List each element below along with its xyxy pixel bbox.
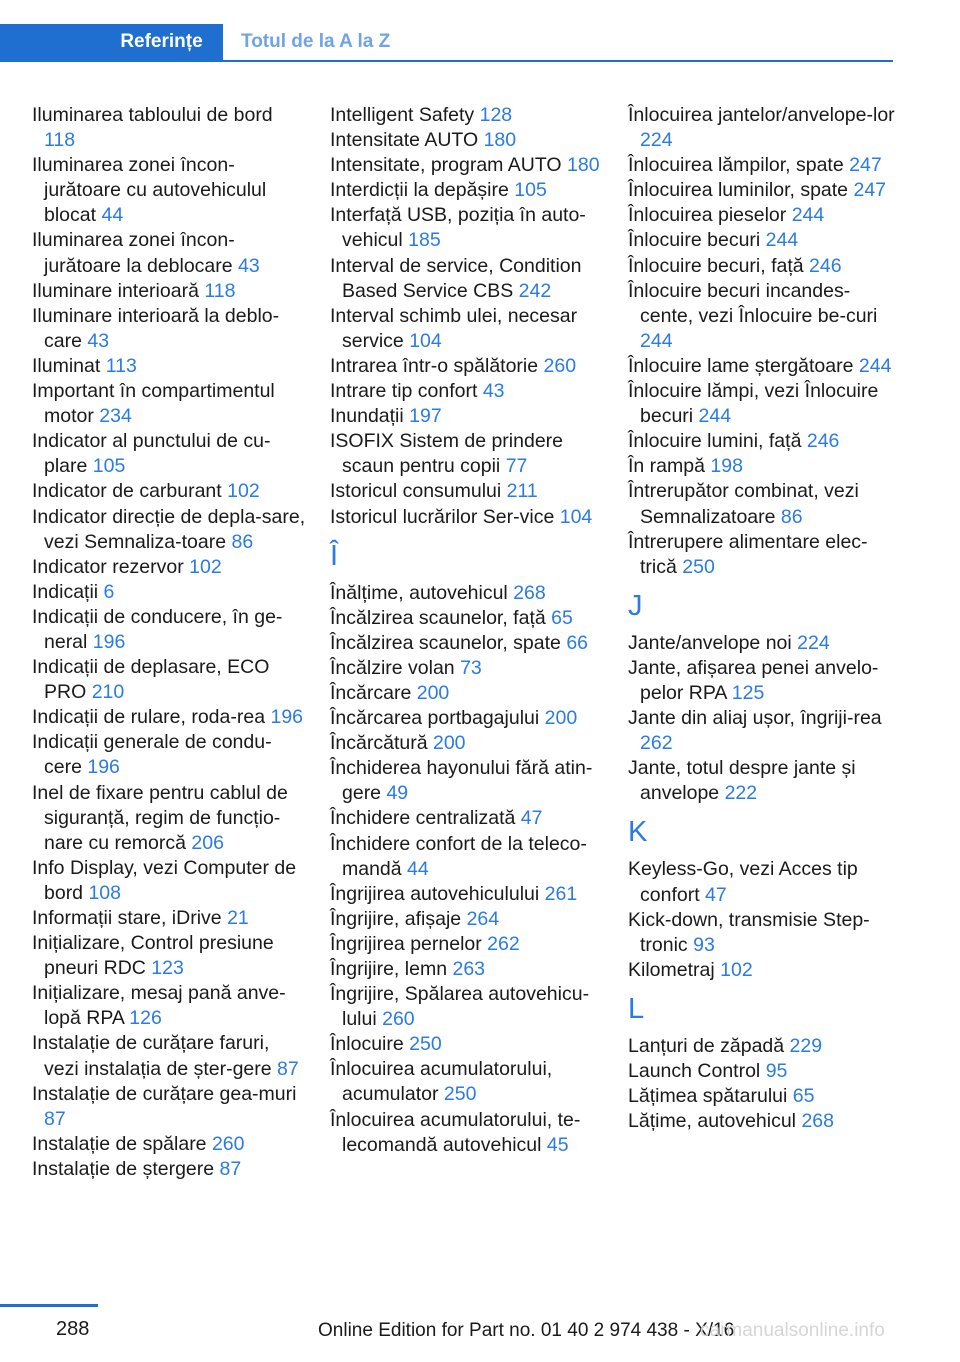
index-entry <box>628 153 898 178</box>
index-entry-term: Încărcarea portbagajului <box>330 707 540 730</box>
index-entry <box>330 1057 605 1107</box>
index-entry-page-link[interactable]: 224 <box>797 631 830 654</box>
index-entry-page-link[interactable]: 95 <box>765 1060 788 1082</box>
index-entry <box>628 1034 898 1059</box>
index-entry-page-link[interactable]: 65 <box>551 606 573 629</box>
index-entry-page-link[interactable]: 180 <box>483 129 517 152</box>
index-entry <box>32 429 307 479</box>
index-entry-term: Înlocuire lame ștergătoare <box>628 354 854 377</box>
index-entry-page-link[interactable]: 104 <box>559 505 593 528</box>
index-entry-page-link[interactable]: 77 <box>505 455 528 478</box>
index-entry-term: Indicator de carburant <box>32 480 222 503</box>
index-entry-term: Lanțuri de zăpadă <box>628 1034 785 1057</box>
index-entry <box>32 354 307 379</box>
index-entry <box>330 806 605 831</box>
index-entry-page-link[interactable]: 118 <box>204 279 236 302</box>
index-entry <box>628 1084 898 1109</box>
index-entry <box>628 908 898 958</box>
index-entry-page-link[interactable]: 244 <box>640 329 673 352</box>
index-entry-page-link[interactable]: 247 <box>853 179 887 202</box>
index-entry-page-link[interactable]: 123 <box>151 957 184 980</box>
index-entry-page-link[interactable]: 126 <box>129 1007 162 1030</box>
index-entry-term: Înlocuirea pieselor <box>628 204 787 227</box>
index-entry <box>628 656 898 706</box>
index-entry <box>628 228 898 253</box>
index-entry <box>330 203 605 253</box>
index-entry-page-link[interactable]: 262 <box>640 732 673 755</box>
index-entry <box>330 907 605 932</box>
index-entry <box>330 354 605 379</box>
index-entry-page-link[interactable]: 263 <box>452 958 486 980</box>
index-entry-page-link[interactable]: 250 <box>682 555 715 578</box>
index-entry-term: Indicator direcție de depla‐sare, vezi Semnaliza‐toare <box>32 505 306 553</box>
index-entry-term: Inundații <box>330 405 404 428</box>
index-entry-term: Înlocuire lumini, față <box>628 430 802 453</box>
index-entry <box>32 981 307 1031</box>
index-entry-page-link[interactable]: 44 <box>407 857 429 880</box>
index-entry-page-link[interactable]: 196 <box>270 706 304 729</box>
index-entry <box>330 656 605 681</box>
index-entry-page-link[interactable]: 250 <box>443 1083 477 1106</box>
index-entry-term: Înlocuirea jantelor/anvelope‐lor <box>628 104 895 126</box>
index-entry <box>32 103 307 153</box>
index-entry-term: Închiderea hayonului fără atin‐gere <box>330 757 593 805</box>
index-entry-term: Îngrijire, lemn <box>330 958 448 980</box>
index-entry <box>32 1157 307 1182</box>
index-entry-term: Întrerupere alimentare elec‐trică <box>628 530 868 578</box>
index-entry <box>330 178 605 203</box>
index-entry-page-link[interactable]: 102 <box>189 555 222 578</box>
index-entry <box>628 103 898 153</box>
index-entry-term: Indicații de rulare, roda‐rea <box>32 706 266 729</box>
index-entry <box>628 203 898 228</box>
watermark: carmanualsonline.info <box>700 1320 885 1341</box>
tab-totul-de-la-a-la-z[interactable]: Totul de la A la Z <box>241 31 391 52</box>
index-entry-term: Înlocuirea luminilor, spate <box>628 179 849 202</box>
index-entry-term: Încălzirea scaunelor, spate <box>330 631 561 654</box>
index-entry <box>628 706 898 756</box>
index-entry-page-link[interactable]: 264 <box>466 907 500 930</box>
index-entry-term: Indicator rezervor <box>32 555 184 578</box>
index-entry <box>628 354 898 379</box>
index-entry-term: Jante din aliaj ușor, îngriji‐rea <box>628 707 882 730</box>
index-entry <box>32 1031 307 1081</box>
index-entry <box>32 1082 307 1132</box>
index-entry-page-link[interactable]: 244 <box>858 354 892 377</box>
index-entry-page-link[interactable]: 87 <box>44 1107 66 1130</box>
index-entry <box>330 631 605 656</box>
index-entry <box>32 730 307 780</box>
index-entry-term: Îngrijirea pernelor <box>330 932 482 955</box>
index-entry-term: Interval schimb ulei, necesar service <box>330 304 578 352</box>
index-entry-term: Lățime, autovehicul <box>628 1110 797 1133</box>
index-entry-page-link[interactable]: 108 <box>88 881 121 904</box>
index-entry-page-link[interactable]: 44 <box>101 204 124 227</box>
index-entry <box>32 655 307 705</box>
index-entry <box>32 479 307 504</box>
header-rule <box>0 60 893 62</box>
index-entry <box>32 1132 307 1157</box>
index-entry-page-link[interactable]: 197 <box>409 405 442 428</box>
index-entry-page-link[interactable]: 47 <box>520 807 543 830</box>
index-entry <box>330 429 605 479</box>
index-entry-page-link[interactable]: 105 <box>514 179 547 202</box>
index-entry-term: Înlocuire becuri <box>628 229 761 252</box>
index-entry <box>330 606 605 631</box>
index-entry-term: Istoricul lucrărilor Ser‐vice <box>330 505 555 528</box>
index-entry-page-link[interactable]: 86 <box>780 505 803 528</box>
index-entry-term: Inel de fixare pentru cablul de siguranță, regim de funcțio‐nare cu remorcă <box>32 781 288 854</box>
index-entry-page-link[interactable]: 211 <box>506 480 538 503</box>
index-entry-page-link[interactable]: 180 <box>567 154 600 177</box>
index-entry <box>330 304 605 354</box>
index-entry-term: Înlocuire becuri, față <box>628 254 804 277</box>
tab-referinte[interactable]: Referințe <box>100 24 223 62</box>
index-entry-page-link[interactable]: 198 <box>710 455 743 478</box>
index-entry-term: Încălzirea scaunelor, față <box>330 606 546 629</box>
index-column-1 <box>32 103 307 1182</box>
index-entry-term: Indicații <box>32 580 99 603</box>
index-entry-page-link[interactable]: 206 <box>191 831 224 854</box>
index-entry <box>32 605 307 655</box>
index-entry-term: Inițializare, mesaj pană anve‐lopă RPA <box>32 982 286 1030</box>
index-entry-term: Instalație de ștergere <box>32 1157 215 1180</box>
index-entry-page-link[interactable]: 200 <box>416 681 450 704</box>
index-entry <box>628 379 898 429</box>
index-entry-term: Kick-down, transmisie Step‐tronic <box>628 908 870 956</box>
index-entry-term: În rampă <box>628 455 705 478</box>
index-entry-term: Încărcare <box>330 681 412 704</box>
index-entry-page-link[interactable]: 196 <box>92 630 126 653</box>
index-entry-page-link[interactable]: 43 <box>238 254 260 277</box>
index-entry-page-link[interactable]: 246 <box>809 254 842 277</box>
index-entry-page-link[interactable]: 196 <box>87 756 120 779</box>
index-entry <box>330 731 605 756</box>
edition-note: Online Edition for Part no. 01 40 2 974 438 - X/16 <box>318 1320 735 1341</box>
index-entry <box>330 128 605 153</box>
index-entry-term: Îngrijire, Spălarea autovehicu‐lului <box>330 983 590 1031</box>
index-entry <box>330 982 605 1032</box>
index-entry <box>32 856 307 906</box>
index-entry-page-link[interactable]: 104 <box>409 329 442 352</box>
index-entry-term: Iluminarea zonei încon‐jurătoare cu autovehiculul blocat <box>32 154 267 227</box>
index-entry-page-link[interactable]: 260 <box>382 1008 415 1031</box>
index-entry-page-link[interactable]: 262 <box>487 932 520 955</box>
index-entry-term: Keyless-Go, vezi Acces tip confort <box>628 858 858 906</box>
index-entry <box>32 781 307 856</box>
index-entry-page-link[interactable]: 250 <box>409 1033 442 1056</box>
index-entry <box>628 454 898 479</box>
index-entry-term: Intelligent Safety <box>330 104 475 126</box>
index-entry-term: Înlocuire becuri incandes‐cente, vezi Înlocuire be‐curi <box>628 279 878 327</box>
index-column-2 <box>330 103 605 1158</box>
index-entry <box>32 279 307 304</box>
index-entry <box>32 705 307 730</box>
index-entry <box>330 103 605 128</box>
index-column-3 <box>628 103 898 1134</box>
footer-rule <box>0 1304 98 1307</box>
index-entry-term: Închidere centralizată <box>330 807 516 830</box>
index-entry <box>330 1032 605 1057</box>
index-entry-term: Intensitate, program AUTO <box>330 154 562 177</box>
index-entry <box>330 1108 605 1158</box>
index-entry-term: Launch Control <box>628 1060 761 1082</box>
index-entry <box>330 379 605 404</box>
index-entry-term: Înlocuirea acumulatorului, acumulator <box>330 1058 553 1106</box>
index-entry-page-link[interactable]: 185 <box>408 229 441 252</box>
index-entry-term: Încărcătură <box>330 732 428 755</box>
index-entry <box>628 479 898 529</box>
index-entry-page-link[interactable]: 6 <box>103 580 115 603</box>
section-letter: L <box>628 992 645 1025</box>
index-entry-term: Indicații generale de condu‐cere <box>32 731 272 779</box>
index-entry-page-link[interactable]: 200 <box>544 707 578 730</box>
index-entry-term: Intrare tip confort <box>330 380 478 403</box>
index-entry-term: Info Display, vezi Computer de bord <box>32 856 297 904</box>
index-entry-page-link[interactable]: 86 <box>231 530 254 553</box>
index-entry-term: Istoricul consumului <box>330 480 502 503</box>
index-entry-term: Iluminare interioară la deblo‐care <box>32 304 280 352</box>
index-entry-page-link[interactable]: 210 <box>91 681 125 704</box>
index-entry-page-link[interactable]: 222 <box>724 782 758 805</box>
index-entry <box>330 957 605 982</box>
index-entry-term: Important în compartimentul motor <box>32 380 275 428</box>
index-entry <box>628 279 898 354</box>
index-entry-page-link[interactable]: 224 <box>640 129 673 152</box>
index-entry-page-link[interactable]: 125 <box>731 681 765 704</box>
header-accent-block <box>0 24 100 62</box>
index-entry-term: Iluminarea tabloului de bord <box>32 104 273 126</box>
index-entry-term: Indicații de deplasare, ECO PRO <box>32 656 270 704</box>
index-entry-term: Intrarea într-o spălătorie <box>330 354 539 377</box>
index-entry-page-link[interactable]: 105 <box>92 455 126 478</box>
index-entry-page-link[interactable]: 43 <box>482 380 505 403</box>
index-entry-page-link[interactable]: 200 <box>432 732 466 755</box>
index-entry-term: Înlocuirea lămpilor, spate <box>628 154 844 177</box>
index-entry-term: Iluminat <box>32 354 101 377</box>
index-entry <box>628 429 898 454</box>
index-entry <box>330 932 605 957</box>
index-entry-page-link[interactable]: 47 <box>705 883 727 906</box>
index-entry-term: Indicații de conducere, în ge‐neral <box>32 605 283 653</box>
index-entry-page-link[interactable]: 268 <box>801 1110 834 1133</box>
index-entry-page-link[interactable]: 229 <box>789 1034 823 1057</box>
index-entry-term: Jante, afișarea penei anvelo‐pelor RPA <box>628 656 879 704</box>
index-entry-term: Îngrijire, afișaje <box>330 907 462 930</box>
index-entry <box>32 505 307 555</box>
index-entry-page-link[interactable]: 247 <box>849 154 882 177</box>
index-entry <box>32 580 307 605</box>
index-entry-term: Iluminare interioară <box>32 279 199 302</box>
index-entry-term: Îngrijirea autovehiculului <box>330 882 540 905</box>
index-entry-page-link[interactable]: 93 <box>693 933 715 956</box>
section-letter: K <box>628 816 648 849</box>
index-entry-term: Închidere confort de la teleco‐mandă <box>330 832 587 880</box>
index-entry-page-link[interactable]: 244 <box>791 204 825 227</box>
index-entry <box>330 882 605 907</box>
index-entry-page-link[interactable]: 261 <box>544 882 578 905</box>
index-entry <box>628 530 898 580</box>
index-entry <box>330 681 605 706</box>
section-letter: J <box>628 589 643 622</box>
index-entry-term: Instalație de curățare faruri, vezi instalația de șter‐gere <box>32 1032 272 1080</box>
index-entry <box>628 1059 898 1084</box>
index-entry-term: Instalație de curățare gea‐muri <box>32 1082 297 1105</box>
index-entry-term: Jante/anvelope noi <box>628 631 792 654</box>
index-entry-term: Înlocuire lămpi, vezi Înlocuire becuri <box>628 380 879 428</box>
index-entry <box>628 756 898 806</box>
index-entry-term: Jante, totul despre jante și anvelope <box>628 757 856 805</box>
index-entry <box>32 906 307 931</box>
index-entry-term: Interfață USB, poziția în auto‐vehicul <box>330 204 586 252</box>
index-entry <box>32 153 307 228</box>
index-entry <box>628 631 898 656</box>
index-entry-term: Intensitate AUTO <box>330 129 479 152</box>
index-entry-page-link[interactable]: 128 <box>479 104 513 126</box>
index-entry-page-link[interactable]: 268 <box>513 581 546 604</box>
index-entry <box>330 254 605 304</box>
index-entry-term: Instalație de spălare <box>32 1132 207 1155</box>
index-entry-term: Înlocuirea acumulatorului, te‐lecomandă autovehicul <box>330 1108 581 1156</box>
index-entry-term: Inițializare, Control presiune pneuri RDC <box>32 932 274 980</box>
index-entry <box>32 304 307 354</box>
index-entry <box>32 931 307 981</box>
index-entry-term: ISOFIX Sistem de prindere scaun pentru copii <box>330 430 564 478</box>
index-entry-term: Kilometraj <box>628 958 715 981</box>
section-letter: Î <box>330 539 339 572</box>
index-entry <box>330 153 605 178</box>
index-entry-term: Informații stare, iDrive <box>32 907 222 929</box>
index-entry <box>330 581 605 606</box>
index-entry <box>330 832 605 882</box>
index-entry-page-link[interactable]: 260 <box>543 354 577 377</box>
index-entry-page-link[interactable]: 260 <box>211 1132 245 1155</box>
index-entry-page-link[interactable]: 45 <box>546 1133 569 1156</box>
index-entry-term: Înlocuire <box>330 1033 404 1056</box>
index-entry <box>330 505 605 530</box>
index-entry-page-link[interactable]: 102 <box>227 480 260 503</box>
index-entry-page-link[interactable]: 73 <box>460 656 482 679</box>
index-entry-page-link[interactable]: 66 <box>566 631 589 654</box>
index-entry <box>628 1109 898 1134</box>
index-entry <box>628 178 898 203</box>
index-entry-page-link[interactable]: 246 <box>806 430 840 453</box>
page-number: 288 <box>56 1318 90 1340</box>
index-entry-page-link[interactable]: 49 <box>386 782 409 805</box>
index-entry-term: Înălțime, autovehicul <box>330 581 508 604</box>
index-entry-page-link[interactable]: 244 <box>765 229 799 252</box>
index-entry-page-link[interactable]: 87 <box>277 1057 299 1080</box>
index-entry <box>32 555 307 580</box>
index-entry <box>330 756 605 806</box>
index-entry-page-link[interactable]: 244 <box>698 405 732 428</box>
index-entry-term: Lățimea spătarului <box>628 1085 788 1108</box>
index-entry-term: Încălzire volan <box>330 656 455 679</box>
index-entry-term: Întrerupător combinat, vezi Semnalizatoare <box>628 480 859 528</box>
index-entry-page-link[interactable]: 242 <box>518 279 552 302</box>
index-entry-page-link[interactable]: 21 <box>227 907 249 929</box>
index-entry-page-link[interactable]: 113 <box>105 354 137 377</box>
index-entry-page-link[interactable]: 118 <box>44 129 76 152</box>
index-entry-page-link[interactable]: 43 <box>87 329 110 352</box>
index-entry <box>330 706 605 731</box>
index-entry <box>330 404 605 429</box>
index-entry-page-link[interactable]: 65 <box>792 1085 815 1108</box>
index-entry-page-link[interactable]: 102 <box>720 958 753 981</box>
index-entry <box>628 857 898 907</box>
index-entry-page-link[interactable]: 87 <box>219 1157 242 1180</box>
index-entry-term: Iluminarea zonei încon‐jurătoare la deblocare <box>32 229 235 277</box>
index-entry-term: Indicator al punctului de cu‐plare <box>32 430 271 478</box>
index-entry <box>628 254 898 279</box>
index-entry-page-link[interactable]: 234 <box>99 405 132 428</box>
index-entry-term: Interval de service, Condition Based Service CBS <box>330 254 582 302</box>
index-entry-term: Interdicții la depășire <box>330 179 509 202</box>
index-entry <box>32 379 307 429</box>
header-bar <box>0 24 893 62</box>
index-entry <box>32 228 307 278</box>
index-entry <box>330 479 605 504</box>
index-entry <box>628 958 898 983</box>
